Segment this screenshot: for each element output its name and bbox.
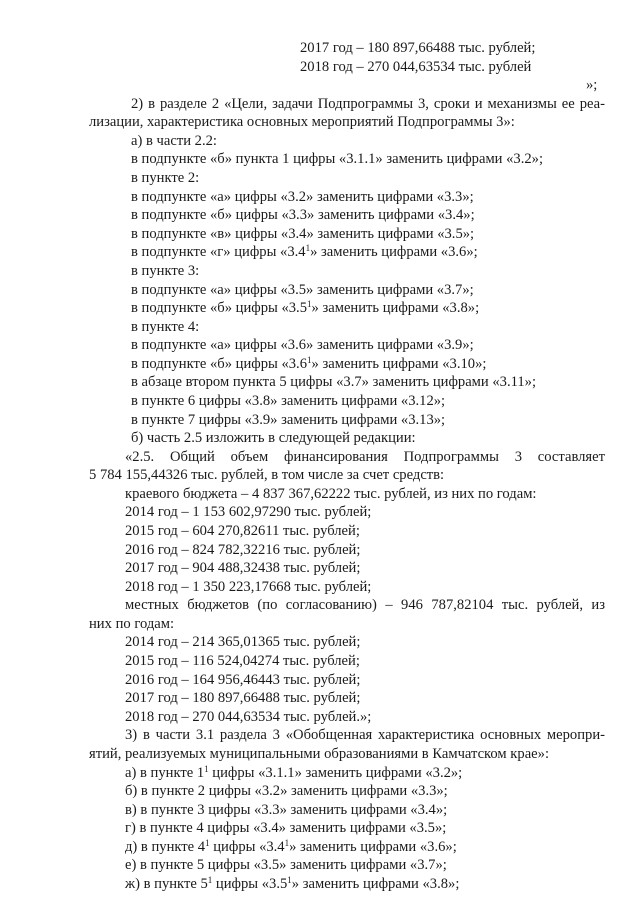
- text-line: них по годам:: [89, 616, 175, 632]
- text-line: в подпункте «г» цифры «$3.4^1$» заменить цифрами «3.6»;: [131, 243, 478, 260]
- text-line: в подпункте «б» цифры «$3.5^1$» заменить цифрами «3.8»;: [131, 299, 480, 316]
- text-line: 2017 год – 180 897,66488 тыс. рублей;: [125, 690, 361, 706]
- text-line: в подпункте «а» цифры «3.2» заменить цифрами «3.3»;: [131, 189, 474, 205]
- text-line: «2.5. Общий объем финансирования Подпрограммы 3 составляет: [125, 449, 605, 465]
- text-line: 2016 год – 824 782,32216 тыс. рублей;: [125, 542, 361, 558]
- text-line: 2017 год – 904 488,32438 тыс. рублей;: [125, 560, 361, 576]
- text-line: 2014 год – 214 365,01365 тыс. рублей;: [125, 634, 361, 650]
- text-line: в пункте 3:: [131, 263, 200, 279]
- text-line: 2018 год – 1 350 223,17668 тыс. рублей;: [125, 579, 372, 595]
- text-line: в подпункте «в» цифры «3.4» заменить цифрами «3.5»;: [131, 226, 475, 242]
- text-line: ятий, реализуемых муниципальными образованиями в Камчатском крае»:: [89, 746, 550, 762]
- text-line: а) в части 2.2:: [131, 133, 217, 149]
- text-line: 2) в разделе 2 «Цели, задачи Подпрограммы 3, сроки и механизмы ее реа-: [131, 96, 605, 112]
- text-line: 2018 год – 270 044,63534 тыс. рублей.»;: [125, 709, 372, 725]
- text-line: в пункте 6 цифры «3.8» заменить цифрами «3.12»;: [131, 393, 446, 409]
- text-line: в подпункте «а» цифры «3.5» заменить цифрами «3.7»;: [131, 282, 474, 298]
- text-line: в подпункте «а» цифры «3.6» заменить цифрами «3.9»;: [131, 337, 474, 353]
- text-line: 2017 год – 180 897,66488 тыс. рублей;: [300, 40, 536, 56]
- text-line: в пункте 2:: [131, 170, 200, 186]
- text-line: б) в пункте 2 цифры «3.2» заменить цифрами «3.3»;: [125, 783, 448, 799]
- text-line: б) часть 2.5 изложить в следующей редакции:: [131, 430, 416, 446]
- text-line: 2016 год – 164 956,46443 тыс. рублей;: [125, 672, 361, 688]
- text-line: в подпункте «б» цифры «3.3» заменить цифрами «3.4»;: [131, 207, 475, 223]
- text-line: 2014 год – 1 153 602,97290 тыс. рублей;: [125, 504, 372, 520]
- text-line: 2015 год – 116 524,04274 тыс. рублей;: [125, 653, 360, 669]
- text-line: а) в пункте $1^1$ цифры «3.1.1» заменить цифрами «3.2»;: [125, 764, 463, 781]
- text-line: в абзаце втором пункта 5 цифры «3.7» заменить цифрами «3.11»;: [131, 374, 537, 390]
- text-line: д) в пункте $4^1$ цифры «$3.4^1$» заменить цифрами «3.6»;: [125, 838, 457, 855]
- text-line: 5 784 155,44326 тыс. рублей, в том числе за счет средств:: [89, 467, 445, 483]
- text-line: г) в пункте 4 цифры «3.4» заменить цифрами «3.5»;: [125, 820, 447, 836]
- text-line: лизации, характеристика основных мероприятий Подпрограммы 3»:: [89, 114, 515, 130]
- text-line: в пункте 7 цифры «3.9» заменить цифрами «3.13»;: [131, 412, 446, 428]
- text-line: е) в пункте 5 цифры «3.5» заменить цифрами «3.7»;: [125, 857, 447, 873]
- text-line: в подпункте «б» пункта 1 цифры «3.1.1» заменить цифрами «3.2»;: [131, 151, 544, 167]
- text-line: 2018 год – 270 044,63534 тыс. рублей: [300, 59, 532, 75]
- text-line: 2015 год – 604 270,82611 тыс. рублей;: [125, 523, 360, 539]
- text-line: в подпункте «б» цифры «$3.6^1$» заменить цифрами «3.10»;: [131, 355, 487, 372]
- text-line: краевого бюджета – 4 837 367,62222 тыс. рублей, из них по годам:: [125, 486, 537, 502]
- text-line: в пункте 4:: [131, 319, 200, 335]
- text-line: местных бюджетов (по согласованию) – 946 787,82104 тыс. рублей, из: [125, 597, 605, 613]
- text-line: в) в пункте 3 цифры «3.3» заменить цифрами «3.4»;: [125, 802, 448, 818]
- text-line: »;: [586, 77, 598, 93]
- text-line: 3) в части 3.1 раздела 3 «Обобщенная характеристика основных меропри-: [125, 727, 605, 743]
- text-line: ж) в пункте $5^1$ цифры «$3.5^1$» заменить цифрами «3.8»;: [125, 875, 460, 892]
